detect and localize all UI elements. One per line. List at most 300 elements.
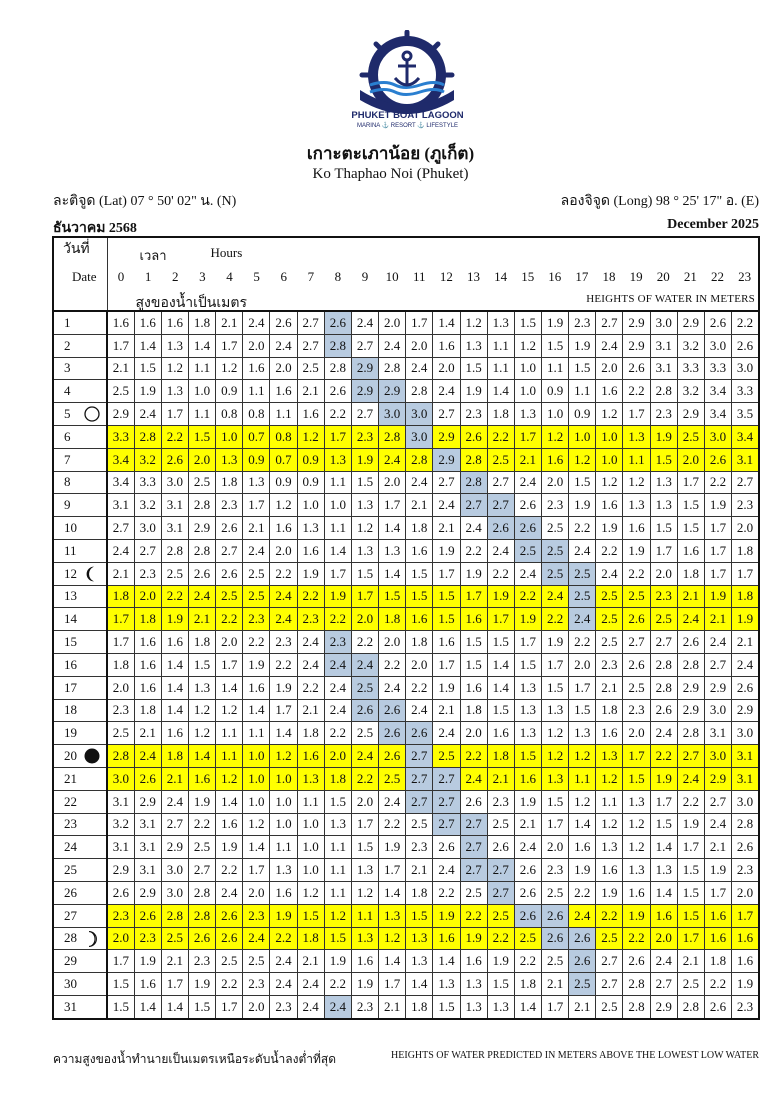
height-cell: 0.8 — [243, 403, 270, 426]
height-cell: 1.9 — [596, 881, 623, 904]
height-cell: 2.2 — [270, 653, 297, 676]
height-cell: 2.8 — [650, 380, 677, 403]
height-cell: 1.0 — [514, 357, 541, 380]
height-cell: 1.9 — [433, 676, 460, 699]
height-cell: 2.9 — [433, 425, 460, 448]
height-cell: 2.6 — [542, 904, 569, 927]
height-cell: 3.0 — [732, 790, 759, 813]
height-cell: 2.3 — [732, 859, 759, 882]
height-cell: 1.7 — [379, 973, 406, 996]
height-cell: 1.3 — [216, 448, 243, 471]
height-cell: 1.7 — [216, 653, 243, 676]
day-cell — [53, 357, 107, 380]
height-cell: 2.9 — [677, 699, 704, 722]
day-cell — [53, 859, 107, 882]
height-cell: 1.1 — [188, 357, 215, 380]
height-cell: 2.2 — [324, 973, 351, 996]
height-cell: 1.3 — [514, 403, 541, 426]
table-row — [53, 836, 759, 859]
height-cell: 2.2 — [324, 722, 351, 745]
height-cell: 2.5 — [623, 585, 650, 608]
height-cell: 1.7 — [324, 562, 351, 585]
height-cell: 2.8 — [188, 904, 215, 927]
height-cell: 1.9 — [569, 859, 596, 882]
height-cell: 1.5 — [107, 973, 134, 996]
height-cell: 1.5 — [460, 631, 487, 654]
height-cell: 2.9 — [677, 403, 704, 426]
height-cell: 1.6 — [732, 950, 759, 973]
height-cell: 1.7 — [406, 311, 433, 334]
height-cell: 1.6 — [297, 539, 324, 562]
height-cell: 1.7 — [704, 881, 731, 904]
height-cell: 1.6 — [433, 927, 460, 950]
hour-label: 9 — [361, 269, 369, 284]
height-cell: 2.1 — [514, 448, 541, 471]
height-cell: 1.8 — [732, 585, 759, 608]
height-cell: 1.7 — [623, 403, 650, 426]
day-cell — [53, 403, 107, 426]
height-cell: 1.9 — [650, 767, 677, 790]
height-cell: 2.6 — [460, 425, 487, 448]
height-cell: 2.5 — [188, 836, 215, 859]
height-cell: 1.6 — [433, 631, 460, 654]
height-cell: 2.0 — [379, 631, 406, 654]
height-cell: 2.4 — [732, 653, 759, 676]
footer-note-english: HEIGHTS OF WATER PREDICTED IN METERS ABOVE THE LOWEST LOW WATER — [391, 1050, 759, 1061]
height-cell: 2.4 — [406, 357, 433, 380]
day-cell — [53, 494, 107, 517]
height-cell: 1.5 — [460, 653, 487, 676]
height-cell: 2.4 — [433, 494, 460, 517]
height-cell: 1.7 — [623, 745, 650, 768]
day-number: 26 — [64, 884, 77, 900]
day-cell — [53, 745, 107, 768]
height-cell: 1.5 — [569, 471, 596, 494]
height-cell: 1.6 — [216, 813, 243, 836]
height-cell: 2.3 — [216, 494, 243, 517]
day-number: 23 — [64, 816, 77, 832]
height-cell: 2.0 — [351, 608, 378, 631]
hours-header-cell — [107, 237, 759, 311]
height-cell: 1.9 — [433, 539, 460, 562]
height-cell: 2.7 — [433, 471, 460, 494]
height-cell: 1.8 — [324, 767, 351, 790]
height-cell: 2.2 — [406, 676, 433, 699]
day-cell — [53, 448, 107, 471]
day-cell — [53, 790, 107, 813]
height-cell: 1.5 — [134, 357, 161, 380]
height-cell: 2.4 — [270, 334, 297, 357]
height-cell: 2.9 — [704, 676, 731, 699]
height-cell: 2.0 — [650, 927, 677, 950]
height-cell: 1.2 — [270, 494, 297, 517]
height-cell: 2.5 — [379, 767, 406, 790]
height-cell: 2.5 — [596, 608, 623, 631]
height-cell: 1.8 — [379, 608, 406, 631]
height-cell: 1.5 — [514, 745, 541, 768]
height-cell: 2.6 — [732, 836, 759, 859]
height-cell: 1.4 — [216, 790, 243, 813]
height-cell: 3.1 — [107, 494, 134, 517]
height-cell: 1.6 — [243, 357, 270, 380]
height-cell: 1.9 — [324, 950, 351, 973]
height-cell: 1.5 — [542, 676, 569, 699]
height-cell: 1.4 — [514, 995, 541, 1018]
height-cell: 1.2 — [324, 904, 351, 927]
day-number: 5 — [64, 406, 71, 422]
height-cell: 1.9 — [704, 494, 731, 517]
height-cell: 2.8 — [460, 471, 487, 494]
height-cell: 2.9 — [732, 699, 759, 722]
height-cell: 2.0 — [650, 562, 677, 585]
height-cell: 1.1 — [324, 836, 351, 859]
height-cell: 1.9 — [270, 904, 297, 927]
height-cell: 1.2 — [596, 767, 623, 790]
height-cell: 1.3 — [487, 311, 514, 334]
height-cell: 1.0 — [596, 448, 623, 471]
height-cell: 2.2 — [379, 653, 406, 676]
height-cell: 2.4 — [270, 608, 297, 631]
height-cell: 2.6 — [704, 995, 731, 1018]
height-cell: 1.6 — [732, 927, 759, 950]
height-cell: 1.2 — [188, 722, 215, 745]
height-cell: 3.2 — [107, 813, 134, 836]
height-cell: 2.8 — [650, 676, 677, 699]
height-cell: 2.1 — [732, 631, 759, 654]
logo-tagline: MARINA ⚓ RESORT ⚓ LIFESTYLE — [356, 123, 459, 129]
height-cell: 1.3 — [623, 494, 650, 517]
height-cell: 1.9 — [623, 539, 650, 562]
day-number: 12 — [64, 565, 77, 581]
height-cell: 1.3 — [297, 517, 324, 540]
height-cell: 1.3 — [514, 699, 541, 722]
height-cell: 2.6 — [379, 722, 406, 745]
height-cell: 1.4 — [161, 653, 188, 676]
height-cell: 1.4 — [161, 995, 188, 1018]
height-cell: 2.4 — [270, 973, 297, 996]
height-cell: 2.4 — [270, 585, 297, 608]
height-cell: 2.4 — [324, 995, 351, 1018]
height-cell: 1.2 — [297, 425, 324, 448]
height-cell: 3.0 — [704, 699, 731, 722]
height-cell: 2.2 — [596, 539, 623, 562]
height-cell: 3.2 — [134, 494, 161, 517]
height-cell: 2.8 — [677, 722, 704, 745]
location-title-thai: เกาะตะเภาน้อย (ภูเก็ต) — [306, 144, 475, 163]
height-cell: 1.9 — [460, 380, 487, 403]
height-cell: 1.4 — [161, 699, 188, 722]
height-cell: 2.5 — [569, 973, 596, 996]
height-cell: 1.7 — [542, 653, 569, 676]
height-cell: 2.4 — [297, 995, 324, 1018]
height-cell: 2.9 — [351, 380, 378, 403]
height-cell: 1.9 — [704, 859, 731, 882]
height-cell: 2.5 — [351, 676, 378, 699]
height-cell: 1.2 — [623, 813, 650, 836]
height-cell: 1.3 — [623, 859, 650, 882]
height-cell: 2.7 — [677, 745, 704, 768]
day-cell — [53, 311, 107, 334]
hour-label: 7 — [307, 269, 315, 284]
height-cell: 1.7 — [569, 676, 596, 699]
height-cell: 2.0 — [623, 722, 650, 745]
height-cell: 2.1 — [677, 950, 704, 973]
height-cell: 2.5 — [188, 471, 215, 494]
table-row — [53, 676, 759, 699]
day-cell — [53, 653, 107, 676]
height-cell: 1.3 — [650, 471, 677, 494]
height-cell: 3.3 — [732, 380, 759, 403]
height-cell: 2.4 — [351, 311, 378, 334]
height-cell: 1.2 — [623, 471, 650, 494]
height-cell: 1.6 — [704, 904, 731, 927]
height-cell: 1.6 — [460, 676, 487, 699]
height-cell: 3.3 — [107, 425, 134, 448]
height-cell: 1.5 — [650, 448, 677, 471]
height-cell: 1.9 — [216, 836, 243, 859]
height-cell: 2.8 — [623, 995, 650, 1018]
height-cell: 2.5 — [623, 676, 650, 699]
hours-header-english: Hours — [210, 245, 243, 260]
height-cell: 2.4 — [379, 448, 406, 471]
day-number: 16 — [64, 656, 77, 672]
height-cell: 1.9 — [704, 585, 731, 608]
height-cell: 1.3 — [351, 927, 378, 950]
height-cell: 2.2 — [270, 562, 297, 585]
height-cell: 1.4 — [216, 676, 243, 699]
height-cell: 1.3 — [161, 380, 188, 403]
height-cell: 1.7 — [107, 950, 134, 973]
height-cell: 1.3 — [324, 448, 351, 471]
height-cell: 2.7 — [433, 767, 460, 790]
height-cell: 1.3 — [379, 539, 406, 562]
height-cell: 1.9 — [134, 950, 161, 973]
height-cell: 2.9 — [107, 859, 134, 882]
height-cell: 1.6 — [161, 631, 188, 654]
hour-label: 8 — [334, 269, 342, 284]
height-cell: 2.4 — [297, 653, 324, 676]
height-cell: 2.2 — [297, 585, 324, 608]
height-cell: 3.1 — [134, 813, 161, 836]
height-cell: 1.3 — [243, 471, 270, 494]
height-cell: 2.6 — [324, 380, 351, 403]
height-cell: 2.3 — [460, 403, 487, 426]
height-cell: 1.9 — [732, 973, 759, 996]
height-cell: 2.4 — [188, 585, 215, 608]
hour-label: 21 — [683, 269, 697, 284]
height-cell: 2.4 — [704, 631, 731, 654]
table-row — [53, 608, 759, 631]
height-cell: 2.9 — [379, 380, 406, 403]
height-cell: 1.5 — [487, 973, 514, 996]
height-cell: 2.5 — [596, 995, 623, 1018]
height-cell: 1.7 — [351, 585, 378, 608]
height-cell: 3.3 — [134, 471, 161, 494]
height-cell: 1.1 — [623, 448, 650, 471]
height-cell: 1.7 — [243, 494, 270, 517]
height-header-english: HEIGHTS OF WATER IN METERS — [586, 293, 755, 305]
height-cell: 1.1 — [243, 722, 270, 745]
height-cell: 3.0 — [379, 403, 406, 426]
height-cell: 2.5 — [243, 562, 270, 585]
height-cell: 2.2 — [379, 813, 406, 836]
height-cell: 2.4 — [677, 608, 704, 631]
height-cell: 2.4 — [270, 950, 297, 973]
height-cell: 1.6 — [596, 494, 623, 517]
height-cell: 1.8 — [406, 631, 433, 654]
height-cell: 2.6 — [161, 448, 188, 471]
height-cell: 2.4 — [243, 311, 270, 334]
height-cell: 2.4 — [161, 790, 188, 813]
height-cell: 1.6 — [297, 745, 324, 768]
height-cell: 2.8 — [107, 745, 134, 768]
hour-label: 20 — [656, 269, 670, 284]
day-number: 24 — [64, 839, 77, 855]
height-cell: 1.3 — [379, 904, 406, 927]
height-cell: 1.2 — [569, 745, 596, 768]
height-cell: 1.0 — [514, 380, 541, 403]
height-cell: 2.5 — [569, 585, 596, 608]
height-cell: 2.3 — [243, 904, 270, 927]
height-cell: 1.3 — [623, 790, 650, 813]
height-cell: 1.9 — [161, 608, 188, 631]
height-cell: 2.1 — [188, 608, 215, 631]
day-cell — [53, 767, 107, 790]
height-cell: 3.2 — [677, 334, 704, 357]
height-cell: 1.6 — [596, 859, 623, 882]
table-row — [53, 448, 759, 471]
height-cell: 2.7 — [134, 539, 161, 562]
height-cell: 3.0 — [704, 334, 731, 357]
height-cell: 2.6 — [107, 881, 134, 904]
height-cell: 2.3 — [134, 927, 161, 950]
height-cell: 2.6 — [351, 699, 378, 722]
height-cell: 2.6 — [514, 494, 541, 517]
height-cell: 2.6 — [379, 699, 406, 722]
height-cell: 2.2 — [704, 471, 731, 494]
height-cell: 1.2 — [270, 745, 297, 768]
height-cell: 1.7 — [460, 585, 487, 608]
height-cell: 1.6 — [188, 767, 215, 790]
height-cell: 2.5 — [596, 631, 623, 654]
height-cell: 1.6 — [134, 973, 161, 996]
height-cell: 2.4 — [216, 881, 243, 904]
height-cell: 1.9 — [433, 904, 460, 927]
height-cell: 1.1 — [324, 517, 351, 540]
height-cell: 0.7 — [270, 448, 297, 471]
height-cell: 1.6 — [514, 767, 541, 790]
height-header-thai: สูงของน้ำเป็นเมตร — [135, 296, 247, 311]
table-row — [53, 380, 759, 403]
height-cell: 1.3 — [188, 676, 215, 699]
height-cell: 2.9 — [134, 881, 161, 904]
day-number: 7 — [64, 451, 71, 467]
height-cell: 2.6 — [514, 904, 541, 927]
table-row — [53, 745, 759, 768]
height-cell: 2.3 — [351, 995, 378, 1018]
day-number: 10 — [64, 520, 77, 536]
day-cell — [53, 927, 107, 950]
height-cell: 2.4 — [406, 699, 433, 722]
height-cell: 1.4 — [243, 836, 270, 859]
height-cell: 2.4 — [650, 722, 677, 745]
height-cell: 1.9 — [487, 585, 514, 608]
height-cell: 1.5 — [406, 904, 433, 927]
height-cell: 2.9 — [623, 311, 650, 334]
height-cell: 2.0 — [107, 927, 134, 950]
height-cell: 1.5 — [406, 562, 433, 585]
height-cell: 2.0 — [270, 357, 297, 380]
day-cell — [53, 539, 107, 562]
height-cell: 1.6 — [243, 676, 270, 699]
height-cell: 2.7 — [596, 950, 623, 973]
height-cell: 2.2 — [514, 950, 541, 973]
height-cell: 2.0 — [732, 517, 759, 540]
height-cell: 2.6 — [732, 676, 759, 699]
height-cell: 2.2 — [542, 608, 569, 631]
height-cell: 2.4 — [243, 539, 270, 562]
height-cell: 2.6 — [677, 631, 704, 654]
height-cell: 1.7 — [107, 608, 134, 631]
height-cell: 2.4 — [677, 767, 704, 790]
hour-label: 18 — [602, 269, 616, 284]
height-cell: 2.5 — [650, 608, 677, 631]
height-cell: 2.2 — [487, 562, 514, 585]
hour-label: 5 — [253, 269, 260, 284]
height-cell: 3.0 — [406, 425, 433, 448]
height-cell: 1.9 — [650, 425, 677, 448]
height-cell: 2.4 — [107, 539, 134, 562]
height-cell: 1.1 — [216, 745, 243, 768]
height-cell: 2.6 — [514, 859, 541, 882]
height-cell: 1.7 — [542, 813, 569, 836]
height-cell: 1.8 — [134, 608, 161, 631]
height-cell: 1.4 — [379, 517, 406, 540]
height-cell: 1.5 — [650, 517, 677, 540]
height-cell: 1.6 — [623, 881, 650, 904]
height-cell: 1.9 — [297, 562, 324, 585]
height-cell: 1.1 — [324, 881, 351, 904]
day-cell — [53, 517, 107, 540]
height-cell: 2.5 — [542, 562, 569, 585]
height-cell: 1.7 — [704, 539, 731, 562]
hour-label: 17 — [575, 269, 589, 284]
height-cell: 2.4 — [569, 608, 596, 631]
height-cell: 2.6 — [379, 745, 406, 768]
height-cell: 2.8 — [650, 653, 677, 676]
table-row — [53, 859, 759, 882]
height-cell: 2.1 — [433, 517, 460, 540]
height-cell: 1.4 — [134, 995, 161, 1018]
table-row — [53, 653, 759, 676]
height-cell: 1.3 — [460, 995, 487, 1018]
height-cell: 1.8 — [297, 722, 324, 745]
height-cell: 2.7 — [460, 813, 487, 836]
height-cell: 1.7 — [107, 631, 134, 654]
height-cell: 2.7 — [188, 859, 215, 882]
height-cell: 3.1 — [161, 494, 188, 517]
height-cell: 1.5 — [623, 767, 650, 790]
day-number: 22 — [64, 793, 77, 809]
height-cell: 2.7 — [596, 311, 623, 334]
height-cell: 2.2 — [243, 631, 270, 654]
height-cell: 2.2 — [623, 927, 650, 950]
table-row — [53, 950, 759, 973]
height-cell: 1.2 — [569, 448, 596, 471]
height-cell: 1.1 — [216, 722, 243, 745]
height-cell: 1.7 — [487, 608, 514, 631]
height-cell: 1.4 — [406, 973, 433, 996]
